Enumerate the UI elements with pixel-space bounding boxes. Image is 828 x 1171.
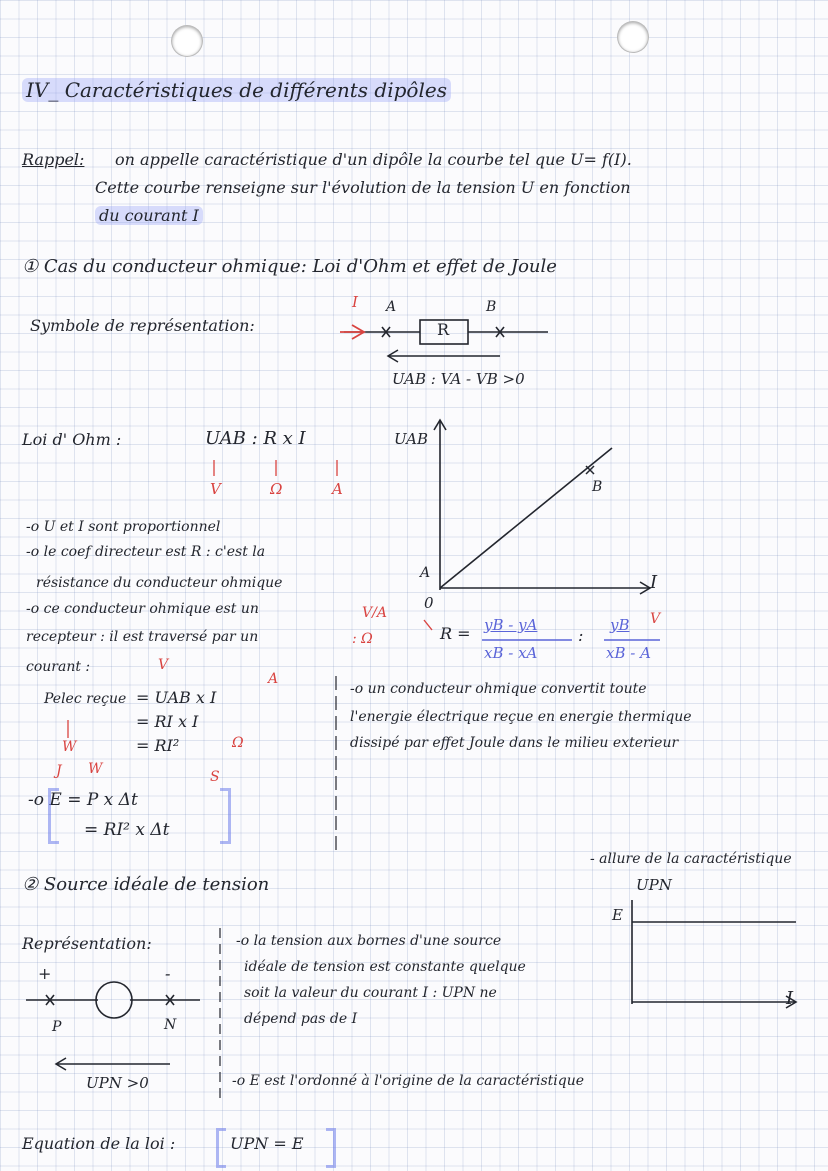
graph1-axes <box>434 420 650 594</box>
circuit-node-b: B <box>486 299 497 315</box>
graph1-marks <box>586 466 594 474</box>
energy-unit-s: S <box>210 769 220 785</box>
source-note-3: soit la valeur du courant I : UPN ne <box>244 985 497 1001</box>
slope-unit-v: V <box>650 611 661 627</box>
graph2-e-label: E <box>612 906 623 924</box>
power-unit-ohm: Ω <box>232 735 244 751</box>
ohm-law-formula: UAB : R x I <box>205 428 306 449</box>
graph2-x-label: I <box>786 988 794 1009</box>
slope-unit-ohm: : Ω <box>352 631 373 647</box>
graph2-y-label: UPN <box>636 876 672 894</box>
slope-eq: : <box>578 626 584 645</box>
ohm-unit-v: V <box>210 480 221 498</box>
slope-lhs: R = <box>440 624 471 643</box>
slope-den1: xB - xA <box>484 644 538 662</box>
power-line-3: = RI² <box>136 736 180 755</box>
energy-line-1: -o E = P x Δt <box>28 790 138 810</box>
power-line-2: = RI x I <box>136 712 199 731</box>
part2-heading: ② Source idéale de tension <box>22 874 270 895</box>
joule-note-2: l'energie électrique reçue en energie thermique <box>350 709 692 725</box>
ohm-unit-a: A <box>332 480 343 498</box>
note-line-5: recepteur : il est traversé par un <box>26 629 259 645</box>
rappel-line2: Cette courbe renseigne sur l'évolution de la tension U en fonction <box>95 178 631 197</box>
rappel-line1: on appelle caractéristique d'un dipôle la courbe tel que U= f(I). <box>115 150 632 169</box>
note-line-1: -o U et I sont proportionnel <box>26 519 221 535</box>
slope-num1: yB - yA <box>484 616 538 634</box>
section-title: IV_ Caractéristiques de différents dipôles <box>22 80 451 100</box>
energy-line-2: = RI² x Δt <box>84 820 170 840</box>
graph1-x-label: I <box>650 572 658 593</box>
source-voltage: UPN >0 <box>86 1074 149 1092</box>
resistor-circuit <box>344 320 548 344</box>
slope-tick <box>424 620 432 630</box>
power-label: Pelec reçue <box>44 691 127 707</box>
slope-num2: yB <box>610 616 630 634</box>
voltage-source <box>26 982 200 1018</box>
equation: UPN = E <box>230 1134 304 1153</box>
source-voltage-arrow <box>56 1058 170 1070</box>
graph1-line <box>440 448 612 588</box>
note-line-3: résistance du conducteur ohmique <box>36 575 283 591</box>
current-arrow <box>340 325 364 339</box>
note-line-4: -o ce conducteur ohmique est un <box>26 601 259 617</box>
symbol-label: Symbole de représentation: <box>30 316 255 335</box>
slope-den2: xB - A <box>606 644 651 662</box>
part1-heading: ① Cas du conducteur ohmique: Loi d'Ohm et effet de Joule <box>22 256 557 277</box>
rappel-line3: du courant I <box>95 208 203 224</box>
power-unit-a: A <box>268 671 279 687</box>
ohm-unit-ohm: Ω <box>270 480 283 498</box>
source-note-5: -o E est l'ordonné à l'origine de la caractéristique <box>232 1073 585 1089</box>
graph1-origin: 0 <box>424 594 434 612</box>
note-line-6: courant : <box>26 659 91 675</box>
power-line-1: = UAB x I <box>136 688 217 707</box>
source-note-1: -o la tension aux bornes d'une source <box>236 933 502 949</box>
power-unit-w: W <box>62 739 77 755</box>
representation-label: Représentation: <box>22 934 152 953</box>
equation-label: Equation de la loi : <box>22 1134 176 1153</box>
source-n: N <box>164 1017 177 1033</box>
energy-unit-j: J <box>56 763 62 779</box>
circuit-current-label: I <box>352 293 358 311</box>
allure-label: - allure de la caractéristique <box>590 851 792 867</box>
circuit-resistor-label: R <box>437 320 450 339</box>
graph1-y-label: UAB <box>394 430 429 448</box>
energy-unit-w: W <box>88 761 103 777</box>
note-line-2: -o le coef directeur est R : c'est la <box>26 544 266 560</box>
voltage-arrow <box>388 350 500 362</box>
graph1-point-b: B <box>592 479 603 495</box>
source-plus: + <box>38 964 52 983</box>
ohm-law-label: Loi d' Ohm : <box>22 430 122 449</box>
joule-note-3: dissipé par effet Joule dans le milieu exterieur <box>350 735 679 751</box>
circuit-voltage: UAB : VA - VB >0 <box>392 370 525 388</box>
power-unit-v: V <box>158 657 169 673</box>
circuit-node-a: A <box>386 299 397 315</box>
source-p: P <box>52 1019 62 1035</box>
slope-unit: V/A <box>362 605 387 621</box>
joule-note-1: -o un conducteur ohmique convertit toute <box>350 681 647 697</box>
ohm-unit-arrows <box>214 460 337 476</box>
rappel-label: Rappel: <box>22 150 85 169</box>
source-note-2: idéale de tension est constante quelque <box>244 959 526 975</box>
graph2-axes <box>632 900 796 1008</box>
source-note-4: dépend pas de I <box>244 1011 358 1027</box>
graph1-point-a: A <box>420 565 431 581</box>
source-minus: - <box>165 964 171 983</box>
